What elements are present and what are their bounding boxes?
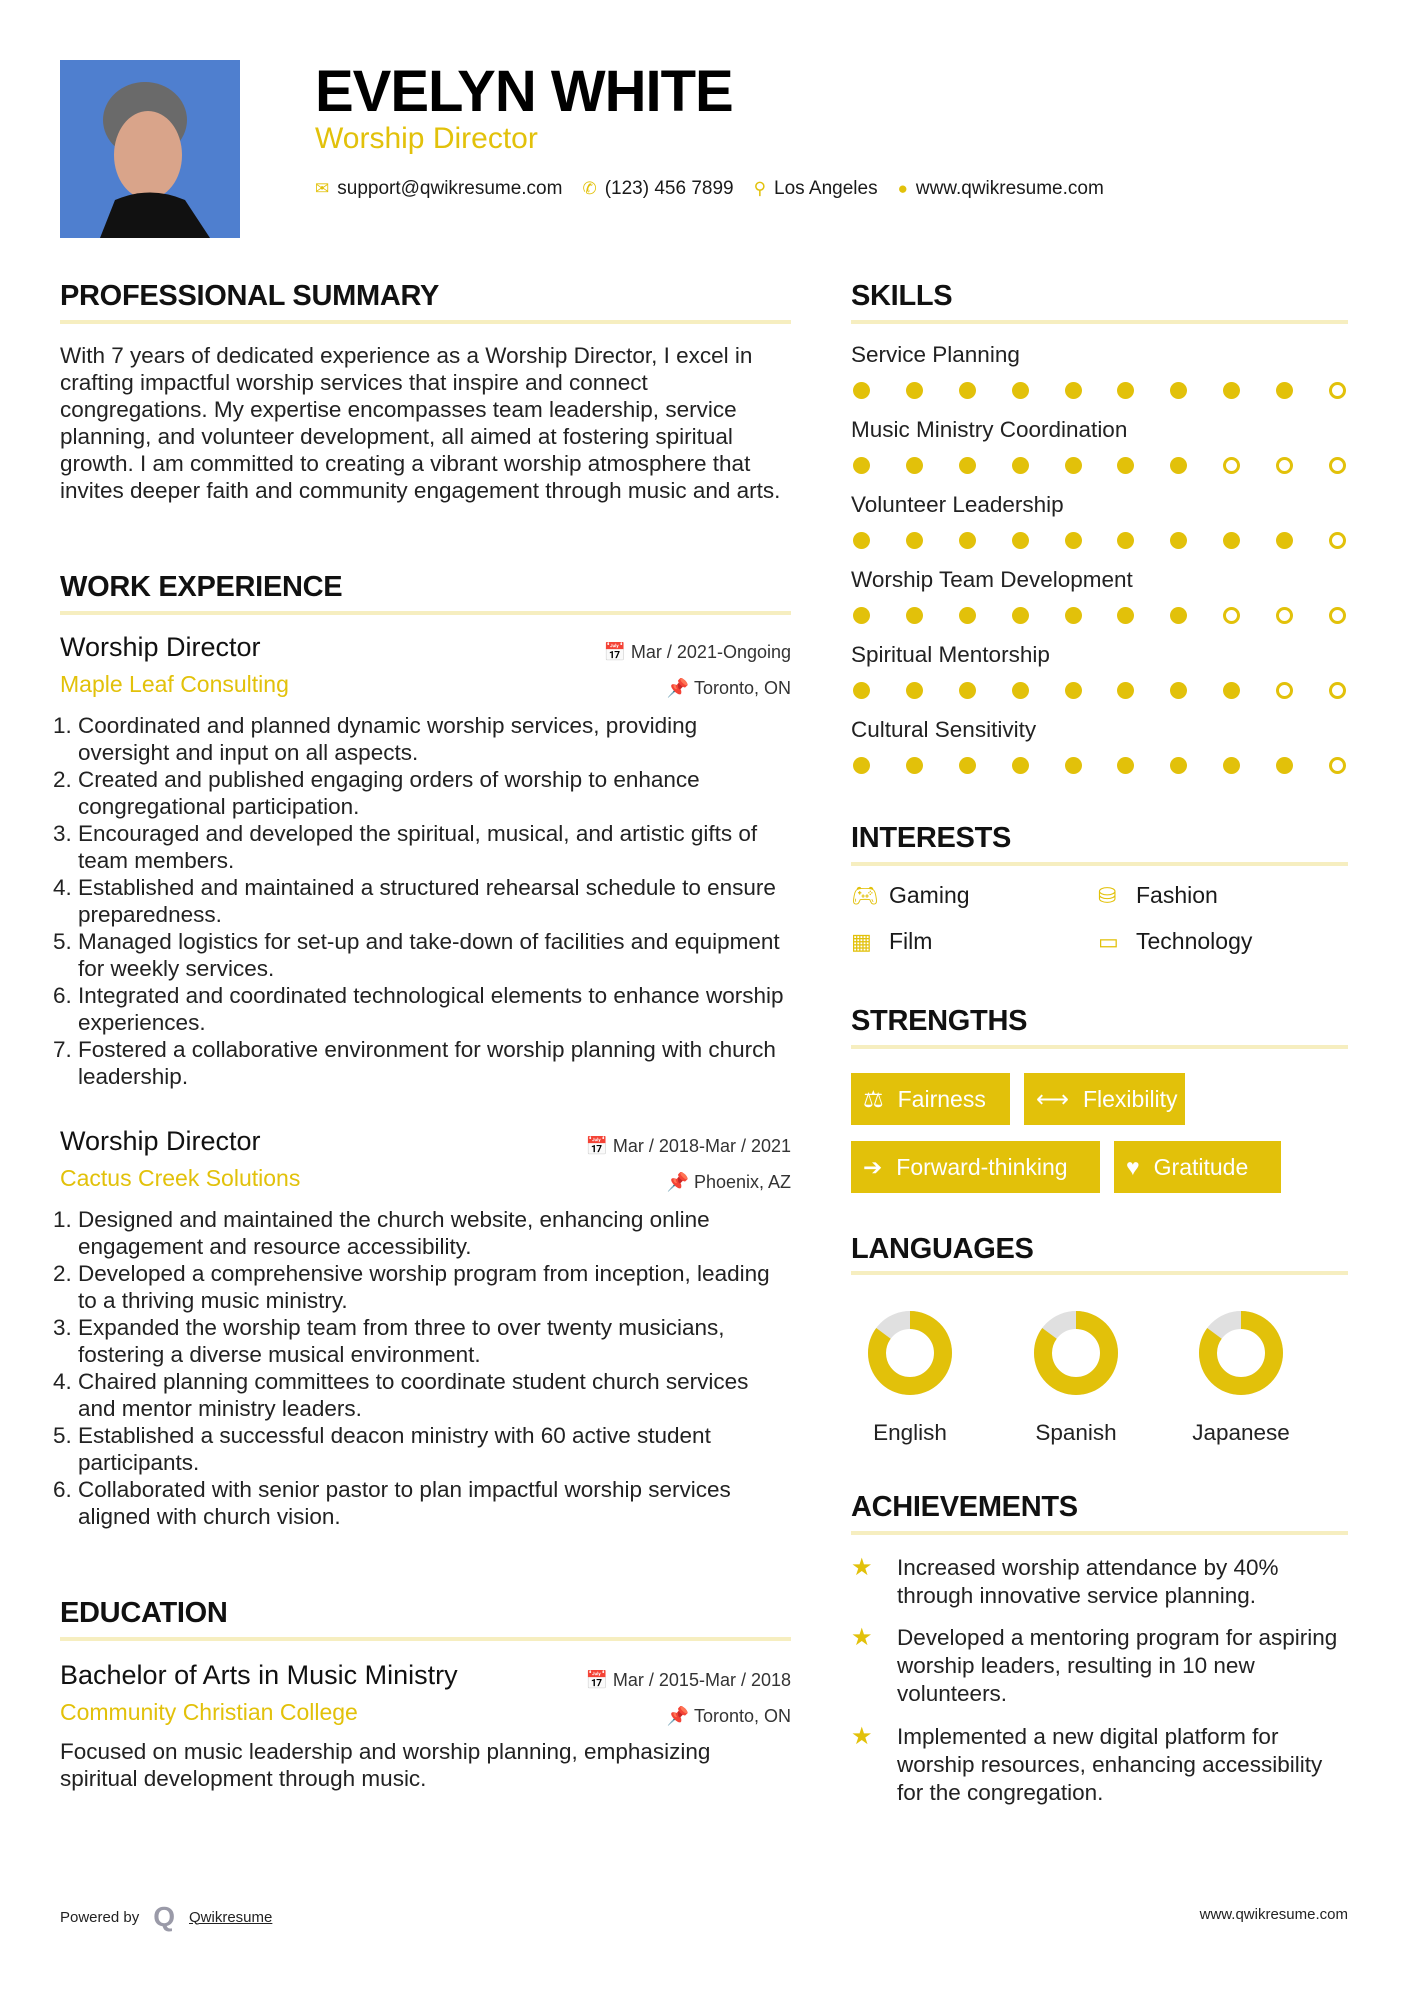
rating-dot bbox=[1329, 382, 1346, 399]
summary-text: With 7 years of dedicated experience as a Worship Director, I excel in crafting impactful worship services that inspire and connect congregations. My expertise encompasses team leadership, service planning, and volunteer development, all aimed at fostering spiritual growth. I am committed to creating a vibrant worship atmosphere that invites deeper faith and community engagement through music and arts. bbox=[60, 343, 781, 503]
divider bbox=[60, 1637, 791, 1641]
job-entry bbox=[60, 1126, 791, 1530]
rating-dot bbox=[959, 607, 976, 624]
rating-dot bbox=[1012, 457, 1029, 474]
footer-powered bbox=[60, 1901, 272, 1933]
contact-bar bbox=[315, 178, 1110, 200]
rating-dot bbox=[1065, 607, 1082, 624]
duty-item: 7. Fostered a collaborative environment for worship planning with church leadership. bbox=[78, 1036, 791, 1090]
language-item bbox=[1176, 1308, 1306, 1446]
qwikresume-logo-icon: Q bbox=[153, 1901, 175, 1932]
job-location-text: Phoenix, AZ bbox=[693, 1172, 791, 1192]
strength-label: Forward-thinking bbox=[896, 1153, 1068, 1180]
rating-dot bbox=[1276, 532, 1293, 549]
job-entry bbox=[60, 632, 791, 1090]
education-location: 📌 Toronto, ON bbox=[666, 1706, 791, 1726]
skill-rating bbox=[851, 457, 1348, 474]
rating-dot bbox=[853, 682, 870, 699]
rating-dot bbox=[959, 457, 976, 474]
job-location: 📌 Toronto, ON bbox=[666, 678, 791, 698]
summary-heading: PROFESSIONAL SUMMARY bbox=[60, 280, 440, 312]
divider bbox=[60, 611, 791, 615]
laptop-icon: ▭ bbox=[1098, 928, 1119, 954]
school: Community Christian College bbox=[60, 1699, 358, 1725]
duty-item: 3. Expanded the worship team from three to over twenty musicians, fostering a diverse musical environment. bbox=[78, 1314, 791, 1368]
rating-dot bbox=[1223, 682, 1240, 699]
interests-heading: INTERESTS bbox=[851, 822, 1012, 854]
rating-dot bbox=[1329, 457, 1346, 474]
skill-item bbox=[851, 492, 1348, 549]
strength-badge bbox=[1024, 1073, 1185, 1125]
rating-dot bbox=[853, 757, 870, 774]
skills-heading: SKILLS bbox=[851, 280, 953, 312]
rating-dot bbox=[1223, 757, 1240, 774]
duty-item: 6. Integrated and coordinated technological elements to enhance worship experiences. bbox=[78, 982, 791, 1036]
strength-badge bbox=[851, 1141, 1100, 1193]
skill-label: Volunteer Leadership bbox=[851, 492, 1064, 517]
achievement-text: Developed a mentoring program for aspiring worship leaders, resulting in 10 new volunteers. bbox=[897, 1625, 1338, 1706]
rating-dot bbox=[1223, 382, 1240, 399]
duty-item: 4. Chaired planning committees to coordinate student church services and mentor ministry leaders. bbox=[78, 1368, 791, 1422]
rating-dot bbox=[1223, 457, 1240, 474]
interest-item bbox=[851, 882, 970, 909]
achievements-heading: ACHIEVEMENTS bbox=[851, 1491, 1078, 1523]
duty-item: 1. Coordinated and planned dynamic worship services, providing oversight and input on all aspects. bbox=[78, 712, 791, 766]
job-date: 📅 Mar / 2021-Ongoing bbox=[603, 642, 791, 662]
skill-label: Music Ministry Coordination bbox=[851, 417, 1128, 442]
skill-rating bbox=[851, 382, 1348, 399]
rating-dot bbox=[1012, 682, 1029, 699]
rating-dot bbox=[959, 682, 976, 699]
candidate-title: Worship Director bbox=[315, 122, 538, 155]
duty-item: 4. Established and maintained a structured rehearsal schedule to ensure preparedness. bbox=[78, 874, 791, 928]
rating-dot bbox=[1170, 757, 1187, 774]
achievement-text: Increased worship attendance by 40% through innovative service planning. bbox=[897, 1555, 1279, 1608]
profile-photo bbox=[60, 60, 240, 238]
rating-dot bbox=[906, 382, 923, 399]
rating-dot bbox=[1065, 382, 1082, 399]
skill-rating bbox=[851, 757, 1348, 774]
education-entry bbox=[60, 1660, 791, 1792]
job-date-text: Mar / 2018-Mar / 2021 bbox=[612, 1136, 791, 1156]
rating-dot bbox=[1012, 382, 1029, 399]
skill-rating bbox=[851, 682, 1348, 699]
education-heading: EDUCATION bbox=[60, 1597, 228, 1629]
skill-label: Service Planning bbox=[851, 342, 1020, 367]
skill-item bbox=[851, 717, 1348, 774]
skill-item bbox=[851, 342, 1348, 399]
rating-dot bbox=[1276, 757, 1293, 774]
language-donut bbox=[1196, 1308, 1286, 1398]
rating-dot bbox=[1117, 382, 1134, 399]
envelope-icon: ✉ bbox=[315, 179, 330, 198]
duty-item: 3. Encouraged and developed the spiritual, musical, and artistic gifts of team members. bbox=[78, 820, 791, 874]
rating-dot bbox=[906, 457, 923, 474]
duty-item: 1. Designed and maintained the church website, enhancing online engagement and resource accessibility. bbox=[78, 1206, 791, 1260]
rating-dot bbox=[1223, 532, 1240, 549]
gamepad-icon: 🎮︎ bbox=[851, 882, 879, 908]
achievement-item bbox=[851, 1723, 1348, 1807]
strength-label: Flexibility bbox=[1082, 1085, 1178, 1112]
rating-dot bbox=[1276, 457, 1293, 474]
rating-dot bbox=[1329, 757, 1346, 774]
education-text: Focused on music leadership and worship planning, emphasizing spiritual development through music. bbox=[60, 1739, 711, 1791]
education-location-text: Toronto, ON bbox=[693, 1706, 791, 1726]
rating-dot bbox=[1223, 607, 1240, 624]
skill-label: Worship Team Development bbox=[851, 567, 1133, 592]
achievement-text: Implemented a new digital platform for worship resources, enhancing accessibility for the congregation. bbox=[897, 1724, 1323, 1805]
rating-dot bbox=[1065, 682, 1082, 699]
divider bbox=[851, 1045, 1348, 1049]
work-heading: WORK EXPERIENCE bbox=[60, 571, 343, 603]
strength-badge bbox=[1114, 1141, 1281, 1193]
duty-item: 2. Developed a comprehensive worship program from inception, leading to a thriving music ministry. bbox=[78, 1260, 791, 1314]
job-title: Worship Director bbox=[60, 632, 261, 662]
skill-label: Spiritual Mentorship bbox=[851, 642, 1050, 667]
strengths-heading: STRENGTHS bbox=[851, 1005, 1028, 1037]
rating-dot bbox=[1065, 532, 1082, 549]
rating-dot bbox=[853, 607, 870, 624]
skill-label: Cultural Sensitivity bbox=[851, 717, 1037, 742]
rating-dot bbox=[1329, 532, 1346, 549]
divider bbox=[851, 320, 1348, 324]
rating-dot bbox=[1329, 607, 1346, 624]
language-donut bbox=[865, 1308, 955, 1398]
arrow-right-icon: ➔ bbox=[863, 1153, 883, 1180]
footer-site[interactable]: www.qwikresume.com bbox=[1199, 1906, 1348, 1923]
email-link[interactable]: support@qwikresume.com bbox=[337, 178, 563, 199]
rating-dot bbox=[1012, 532, 1029, 549]
rating-dot bbox=[1117, 457, 1134, 474]
strength-badge bbox=[851, 1073, 1010, 1125]
rating-dot bbox=[853, 457, 870, 474]
star-icon: ★ bbox=[851, 1554, 873, 1581]
achievement-item bbox=[851, 1554, 1348, 1610]
rating-dot bbox=[906, 607, 923, 624]
rating-dot bbox=[1170, 382, 1187, 399]
rating-dot bbox=[1065, 757, 1082, 774]
divider bbox=[851, 1531, 1348, 1535]
language-item bbox=[845, 1308, 975, 1446]
rating-dot bbox=[1276, 682, 1293, 699]
degree: Bachelor of Arts in Music Ministry bbox=[60, 1660, 458, 1690]
achievement-item bbox=[851, 1624, 1348, 1708]
rating-dot bbox=[853, 532, 870, 549]
education-date: 📅 Mar / 2015-Mar / 2018 bbox=[585, 1670, 791, 1690]
interest-label: Gaming bbox=[889, 882, 970, 908]
strength-label: Fairness bbox=[897, 1085, 986, 1112]
rating-dot bbox=[906, 532, 923, 549]
language-name: English bbox=[873, 1420, 947, 1445]
interest-item bbox=[851, 928, 932, 955]
divider bbox=[851, 862, 1348, 866]
interest-label: Technology bbox=[1136, 928, 1253, 954]
location-text: Los Angeles bbox=[774, 178, 878, 199]
brand-link[interactable]: Qwikresume bbox=[189, 1908, 273, 1926]
rating-dot bbox=[1170, 607, 1187, 624]
job-title: Worship Director bbox=[60, 1126, 261, 1156]
rating-dot bbox=[1170, 682, 1187, 699]
rating-dot bbox=[1170, 457, 1187, 474]
rating-dot bbox=[1065, 457, 1082, 474]
rating-dot bbox=[959, 382, 976, 399]
rating-dot bbox=[1276, 382, 1293, 399]
job-date-text: Mar / 2021-Ongoing bbox=[630, 642, 791, 662]
rating-dot bbox=[959, 757, 976, 774]
language-item bbox=[1011, 1308, 1141, 1446]
language-name: Japanese bbox=[1192, 1420, 1290, 1445]
duty-item: 2. Created and published engaging orders of worship to enhance congregational participation. bbox=[78, 766, 791, 820]
film-icon: ▦ bbox=[851, 928, 872, 954]
arrows-h-icon: ⟷ bbox=[1036, 1085, 1069, 1112]
job-duties bbox=[60, 712, 791, 1090]
rating-dot bbox=[959, 532, 976, 549]
interest-item bbox=[1098, 882, 1218, 909]
website-link[interactable]: www.qwikresume.com bbox=[915, 178, 1104, 199]
rating-dot bbox=[1117, 757, 1134, 774]
rating-dot bbox=[1329, 682, 1346, 699]
rating-dot bbox=[1117, 682, 1134, 699]
duty-item: 6. Collaborated with senior pastor to plan impactful worship services aligned with church vision. bbox=[78, 1476, 791, 1530]
skill-item bbox=[851, 417, 1348, 474]
phone-icon: ✆ bbox=[582, 179, 597, 198]
divider bbox=[60, 320, 791, 324]
rating-dot bbox=[1012, 607, 1029, 624]
education-date-text: Mar / 2015-Mar / 2018 bbox=[612, 1670, 791, 1690]
shopping-bag-icon: ⛁ bbox=[1098, 882, 1117, 908]
skill-rating bbox=[851, 532, 1348, 549]
heart-icon: ♥ bbox=[1126, 1153, 1140, 1180]
divider bbox=[851, 1271, 1348, 1275]
job-company: Maple Leaf Consulting bbox=[60, 671, 289, 697]
rating-dot bbox=[906, 757, 923, 774]
map-pin-icon: ⚲ bbox=[753, 179, 767, 198]
job-duties bbox=[60, 1206, 791, 1530]
strength-label: Gratitude bbox=[1153, 1153, 1249, 1180]
rating-dot bbox=[1012, 757, 1029, 774]
skill-rating bbox=[851, 607, 1348, 624]
duty-item: 5. Managed logistics for set-up and take-down of facilities and equipment for weekly services. bbox=[78, 928, 791, 982]
language-name: Spanish bbox=[1035, 1420, 1117, 1445]
rating-dot bbox=[1276, 607, 1293, 624]
language-donut bbox=[1031, 1308, 1121, 1398]
job-location-text: Toronto, ON bbox=[693, 678, 791, 698]
phone-text: (123) 456 7899 bbox=[604, 178, 734, 199]
interest-item bbox=[1098, 928, 1252, 955]
rating-dot bbox=[1117, 607, 1134, 624]
languages-heading: LANGUAGES bbox=[851, 1233, 1034, 1265]
candidate-name: EVELYN WHITE bbox=[315, 59, 733, 124]
rating-dot bbox=[853, 382, 870, 399]
star-icon: ★ bbox=[851, 1624, 873, 1651]
rating-dot bbox=[1170, 532, 1187, 549]
job-date: 📅 Mar / 2018-Mar / 2021 bbox=[585, 1136, 791, 1156]
job-location: 📌 Phoenix, AZ bbox=[666, 1172, 791, 1192]
powered-by-text: Powered by bbox=[60, 1908, 140, 1926]
job-company: Cactus Creek Solutions bbox=[60, 1165, 301, 1191]
scale-icon: ⚖ bbox=[863, 1085, 884, 1112]
globe-icon: ● bbox=[897, 179, 908, 198]
duty-item: 5. Established a successful deacon ministry with 60 active student participants. bbox=[78, 1422, 791, 1476]
rating-dot bbox=[1117, 532, 1134, 549]
star-icon: ★ bbox=[851, 1723, 873, 1750]
skill-item bbox=[851, 642, 1348, 699]
interest-label: Fashion bbox=[1136, 882, 1218, 908]
skill-item bbox=[851, 567, 1348, 624]
rating-dot bbox=[906, 682, 923, 699]
interest-label: Film bbox=[889, 928, 933, 954]
